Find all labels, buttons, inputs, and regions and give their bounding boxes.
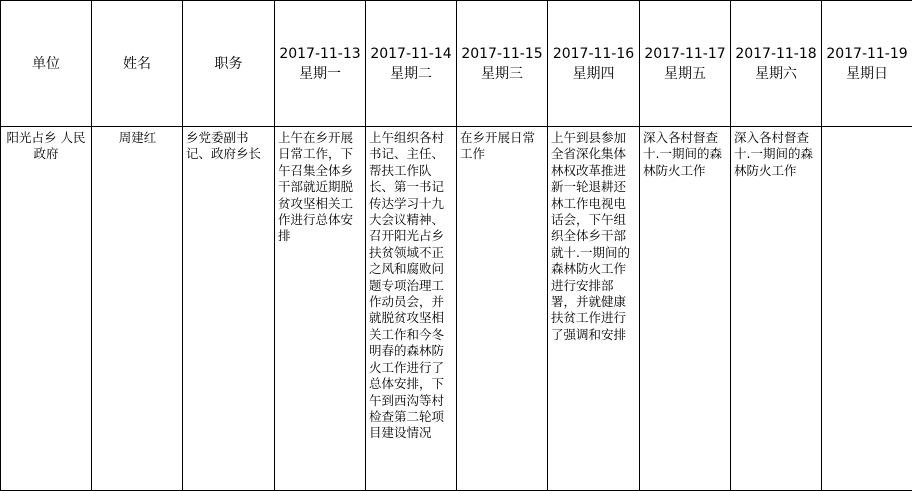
name-cell [92,127,183,491]
header-day-wed [457,1,548,127]
schedule-cell-sat [731,127,822,491]
header-date: 2017-11-17 [644,45,726,62]
header-weekday: 星期三 [481,65,523,82]
header-date: 2017-11-16 [552,45,635,62]
schedule-cell-wed [457,127,548,491]
schedule-cell-thu [548,127,640,491]
schedule-cell-tue [366,127,457,491]
schedule-text: 在乡开展日常工作 [460,130,536,162]
schedule-text: 深入各村督查十.一期间的森林防火工作 [643,130,722,178]
header-day-sat [731,1,822,127]
header-name: 姓名 [92,1,183,127]
header-weekday: 星期二 [390,65,432,82]
table-row [1,127,912,491]
header-date: 2017-11-19 [826,45,908,62]
header-date: 2017-11-18 [735,45,817,62]
header-weekday: 星期六 [755,65,797,82]
position-cell [183,127,275,491]
header-unit: 单位 [1,1,92,127]
header-date: 2017-11-15 [461,45,543,62]
header-date: 2017-11-13 [279,45,361,62]
position-text: 乡党委副书记、政府乡长 [186,130,262,162]
unit-cell [1,127,92,491]
header-day-tue [366,1,457,127]
schedule-text: 上午组织各村书记、主任、帮扶工作队长、第一书记传达学习十九大会议精神、召开阳光占乡扶贫领域不正之风和腐败问题专项治理工作动员会，并就脱贫攻坚相关工作和今冬明春的森林防火工作进行了总体安排，下午到西沟等村检查第二轮项目建设情况 [369,130,445,441]
header-day-fri [640,1,731,127]
header-day-mon [275,1,366,127]
schedule-cell-fri [640,127,731,491]
schedule-text: 深入各村督查十.一期间的森林防火工作 [734,130,813,178]
name-text: 周建红 [118,130,157,145]
schedule-text [822,127,912,130]
schedule-text: 上午到县参加全省深化集体林权改革推进新一轮退耕还林工作电视电话会，下午组织全体乡干部就十.一期间的森林防火工作进行安排部署，并就健康扶贫工作进行了强调和安排 [551,130,630,342]
header-day-thu [548,1,640,127]
header-day-sun [822,1,912,127]
header-weekday: 星期一 [299,65,341,82]
header-weekday: 星期日 [846,65,888,82]
schedule-cell-mon [275,127,366,491]
header-row [1,1,912,127]
header-position: 职务 [183,1,275,127]
schedule-text: 上午在乡开展日常工作，下午召集全体乡干部就近期脱贫攻坚相关工作进行总体安排 [278,130,354,244]
schedule-cell-sun [822,127,912,491]
header-weekday: 星期五 [664,65,706,82]
unit-text: 阳光占乡 人民政府 [6,130,86,162]
header-date: 2017-11-14 [370,45,452,62]
header-weekday: 星期四 [572,65,615,82]
